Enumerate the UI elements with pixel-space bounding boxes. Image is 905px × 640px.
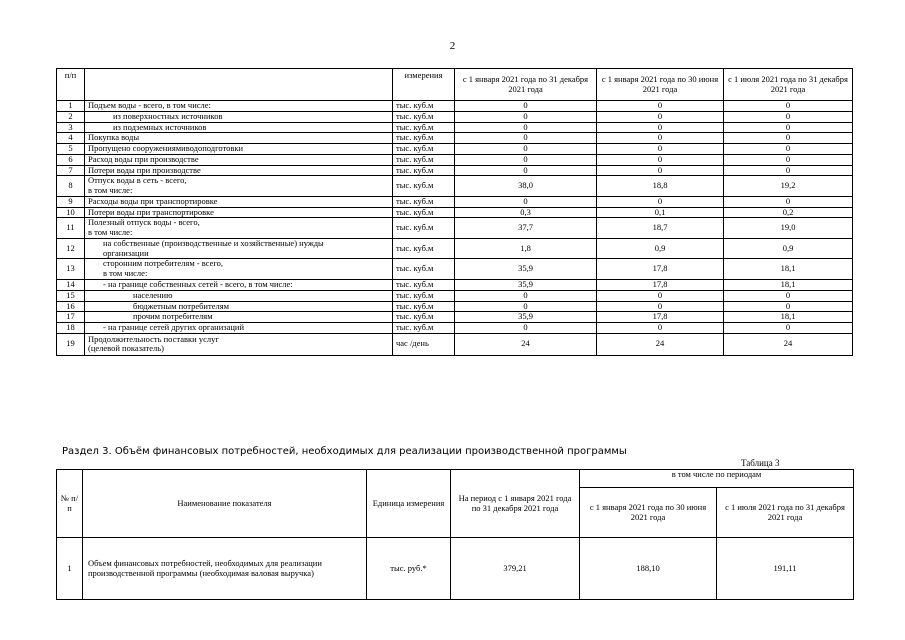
cell-half2: 0 <box>724 290 853 301</box>
table-header-row <box>57 69 853 101</box>
table-row <box>57 122 853 133</box>
table-row <box>57 323 853 334</box>
cell-name <box>85 196 393 207</box>
cell-year: 1,8 <box>455 238 597 259</box>
cell-half1: 18,7 <box>597 218 724 239</box>
cell-num: 4 <box>57 133 85 144</box>
table-row <box>57 133 853 144</box>
header-group: в том числе по периодам <box>580 470 854 488</box>
header-period: На период с 1 января 2021 года по 31 декабря 2021 года <box>451 470 580 538</box>
cell-unit: тыс. куб.м <box>393 122 455 133</box>
cell-name-text: из поверхностных источников <box>113 110 223 121</box>
cell-name <box>85 301 393 312</box>
table-row <box>57 101 853 112</box>
cell-name-text: на собственные (производственные и хозяйственные) нужды <box>103 237 324 248</box>
cell-num: 1 <box>57 101 85 112</box>
cell-unit: тыс. куб.м <box>393 144 455 155</box>
cell-name-text: из подземных источников <box>113 121 207 132</box>
cell-unit: тыс. куб.м <box>393 176 455 197</box>
cell-year: 0 <box>455 165 597 176</box>
cell-unit: час /день <box>393 333 455 355</box>
cell-num: 11 <box>57 218 85 239</box>
cell-name <box>85 280 393 291</box>
cell-half1: 0,9 <box>597 238 724 259</box>
cell-half1: 17,8 <box>597 280 724 291</box>
cell-num: 2 <box>57 111 85 122</box>
cell-half1: 0 <box>597 290 724 301</box>
cell-name-text-2: в том числе: <box>88 227 133 238</box>
table-row <box>57 312 853 323</box>
cell-num: 5 <box>57 144 85 155</box>
table-row <box>57 207 853 218</box>
cell-unit: тыс. куб.м <box>393 280 455 291</box>
cell-half1: 0 <box>597 144 724 155</box>
cell-half2: 0 <box>724 165 853 176</box>
cell-num: 8 <box>57 176 85 197</box>
cell-unit: тыс. куб.м <box>393 259 455 280</box>
cell-half1: 24 <box>597 333 724 355</box>
cell-name-text: Потери воды при производстве <box>88 164 201 175</box>
table-row <box>57 196 853 207</box>
table-row <box>57 165 853 176</box>
cell-year: 38,0 <box>455 176 597 197</box>
cell-year: 0 <box>455 111 597 122</box>
cell-unit: тыс. куб.м <box>393 165 455 176</box>
cell-half2: 19,2 <box>724 176 853 197</box>
cell-half2: 0 <box>724 196 853 207</box>
cell-year: 0,3 <box>455 207 597 218</box>
cell-half1: 0 <box>597 301 724 312</box>
cell-name-text: Расходы воды при транспортировке <box>88 195 218 206</box>
cell-year: 0 <box>455 122 597 133</box>
cell-half2: 0 <box>724 144 853 155</box>
header-name <box>85 69 393 101</box>
cell-year: 0 <box>455 290 597 301</box>
header-unit: Единица измерения <box>367 470 451 538</box>
cell-name-text: населению <box>133 289 173 300</box>
cell-year: 0 <box>455 133 597 144</box>
cell-half1: 17,8 <box>597 312 724 323</box>
cell-unit: тыс. куб.м <box>393 312 455 323</box>
cell-name <box>85 176 393 197</box>
cell-num: 17 <box>57 312 85 323</box>
table-row <box>57 538 854 600</box>
cell-name-text: Продолжительность поставки услуг <box>88 333 219 344</box>
cell-name <box>85 290 393 301</box>
cell-name-text: Пропущено сооружениямиводоподготовки <box>88 143 244 154</box>
cell-half2: 0 <box>724 122 853 133</box>
cell-unit: тыс. куб.м <box>393 218 455 239</box>
cell-half1: 0 <box>597 196 724 207</box>
cell-year: 35,9 <box>455 259 597 280</box>
cell-name <box>85 207 393 218</box>
table-row <box>57 218 853 239</box>
production-table <box>56 68 853 356</box>
cell-name-text: Отпуск воды в сеть - всего, <box>88 175 187 186</box>
cell-name-text: прочим потребителям <box>133 311 213 322</box>
cell-name-text-2: (целевой показатель) <box>88 343 164 354</box>
cell-unit: тыс. куб.м <box>393 323 455 334</box>
finance-table <box>56 469 854 600</box>
cell-num: 14 <box>57 280 85 291</box>
cell-name-text: бюджетным потребителям <box>133 300 229 311</box>
table-row <box>57 259 853 280</box>
header-half1: с 1 января 2021 года по 30 июня 2021 года <box>580 488 717 538</box>
table-row <box>57 301 853 312</box>
cell-half2: 0 <box>724 301 853 312</box>
cell-half1: 0 <box>597 111 724 122</box>
cell-name-text-2: организации <box>103 247 149 258</box>
page-number: 2 <box>449 40 456 52</box>
table-row <box>57 290 853 301</box>
cell-name-text: - на границе сетей других организаций <box>103 322 245 333</box>
header-half2: с 1 июля 2021 года по 31 декабря 2021 года <box>724 69 853 101</box>
cell-year: 0 <box>455 301 597 312</box>
header-half1: с 1 января 2021 года по 30 июня 2021 года <box>597 69 724 101</box>
cell-num: 16 <box>57 301 85 312</box>
cell-num: 9 <box>57 196 85 207</box>
cell-half1: 18,8 <box>597 176 724 197</box>
header-num: п/п <box>57 69 85 101</box>
cell-year: 37,7 <box>455 218 597 239</box>
cell-half1: 0 <box>597 323 724 334</box>
cell-year: 35,9 <box>455 312 597 323</box>
table-label: Таблица 3 <box>741 458 780 468</box>
cell-num: 10 <box>57 207 85 218</box>
cell-half2: 18,1 <box>724 280 853 291</box>
cell-num: 3 <box>57 122 85 133</box>
cell-name-text: - на границе собственных сетей - всего, в том числе: <box>103 279 293 290</box>
cell-num: 6 <box>57 154 85 165</box>
cell-year: 0 <box>455 196 597 207</box>
cell-year: 0 <box>455 101 597 112</box>
cell-unit: тыс. куб.м <box>393 301 455 312</box>
cell-name <box>85 111 393 122</box>
table-row <box>57 333 853 355</box>
cell-name-text: Потери воды при транспортировке <box>88 206 214 217</box>
header-num: № п/п <box>57 470 83 538</box>
cell-half1: 0,1 <box>597 207 724 218</box>
cell-year: 0 <box>455 154 597 165</box>
cell-unit: тыс. куб.м <box>393 196 455 207</box>
cell-num: 13 <box>57 259 85 280</box>
cell-half2: 0 <box>724 133 853 144</box>
header-name: Наименование показателя <box>83 470 367 538</box>
table-row <box>57 176 853 197</box>
cell-name <box>85 238 393 259</box>
cell-num: 12 <box>57 238 85 259</box>
cell-unit: тыс. куб.м <box>393 207 455 218</box>
cell-name-text: Полезный отпуск воды - всего, <box>88 217 200 228</box>
cell-half2: 0 <box>724 154 853 165</box>
cell-half1: 17,8 <box>597 259 724 280</box>
cell-name <box>85 333 393 355</box>
cell-name <box>85 259 393 280</box>
cell-half2: 18,1 <box>724 259 853 280</box>
cell-half2: 0 <box>724 323 853 334</box>
cell-year: 379,21 <box>451 538 580 600</box>
table-row <box>57 280 853 291</box>
cell-half2: 18,1 <box>724 312 853 323</box>
cell-year: 35,9 <box>455 280 597 291</box>
cell-half2: 0 <box>724 101 853 112</box>
cell-half2: 0,9 <box>724 238 853 259</box>
cell-half1: 0 <box>597 101 724 112</box>
table-row <box>57 238 853 259</box>
cell-half1: 0 <box>597 165 724 176</box>
cell-name <box>85 133 393 144</box>
cell-year: 0 <box>455 144 597 155</box>
cell-unit: тыс. куб.м <box>393 133 455 144</box>
cell-year: 24 <box>455 333 597 355</box>
table-row <box>57 111 853 122</box>
cell-half2: 19,0 <box>724 218 853 239</box>
cell-half1: 188,10 <box>580 538 717 600</box>
cell-half1: 0 <box>597 154 724 165</box>
header-unit: измерения <box>393 69 455 101</box>
cell-num: 1 <box>57 538 83 600</box>
section-title: Раздел 3. Объём финансовых потребностей, необходимых для реализации производственной программы <box>62 446 627 457</box>
table-row <box>57 144 853 155</box>
cell-unit: тыс. куб.м <box>393 290 455 301</box>
cell-unit: тыс. куб.м <box>393 154 455 165</box>
cell-name <box>85 218 393 239</box>
cell-num: 19 <box>57 333 85 355</box>
cell-name <box>85 154 393 165</box>
cell-name <box>85 312 393 323</box>
table-row <box>57 154 853 165</box>
cell-half2: 0 <box>724 111 853 122</box>
cell-name <box>85 323 393 334</box>
cell-name-text: Расход воды при производстве <box>88 153 199 164</box>
cell-half2: 191,11 <box>717 538 854 600</box>
cell-name <box>85 101 393 112</box>
cell-unit: тыс. куб.м <box>393 238 455 259</box>
cell-unit: тыс. куб.м <box>393 101 455 112</box>
cell-name <box>85 165 393 176</box>
cell-name: Объем финансовых потребностей, необходимых для реализации производственной программы (необходимая валовая выручка) <box>83 538 367 600</box>
cell-name-text-2: в том числе: <box>88 185 133 196</box>
cell-half1: 0 <box>597 133 724 144</box>
cell-name-text: Покупка воды <box>88 132 140 143</box>
cell-name-text: Подъем воды - всего, в том числе: <box>88 100 211 110</box>
cell-unit: тыс. руб.* <box>367 538 451 600</box>
cell-num: 7 <box>57 165 85 176</box>
cell-name <box>85 122 393 133</box>
cell-half2: 0,2 <box>724 207 853 218</box>
header-half2: с 1 июля 2021 года по 31 декабря 2021 года <box>717 488 854 538</box>
cell-num: 15 <box>57 290 85 301</box>
cell-half2: 24 <box>724 333 853 355</box>
cell-num: 18 <box>57 323 85 334</box>
cell-unit: тыс. куб.м <box>393 111 455 122</box>
cell-name <box>85 144 393 155</box>
cell-name-text-2: в том числе: <box>103 268 148 279</box>
cell-year: 0 <box>455 323 597 334</box>
cell-half1: 0 <box>597 122 724 133</box>
header-year: с 1 января 2021 года по 31 декабря 2021 года <box>455 69 597 101</box>
cell-name-text: сторонним потребителям - всего, <box>103 258 224 269</box>
